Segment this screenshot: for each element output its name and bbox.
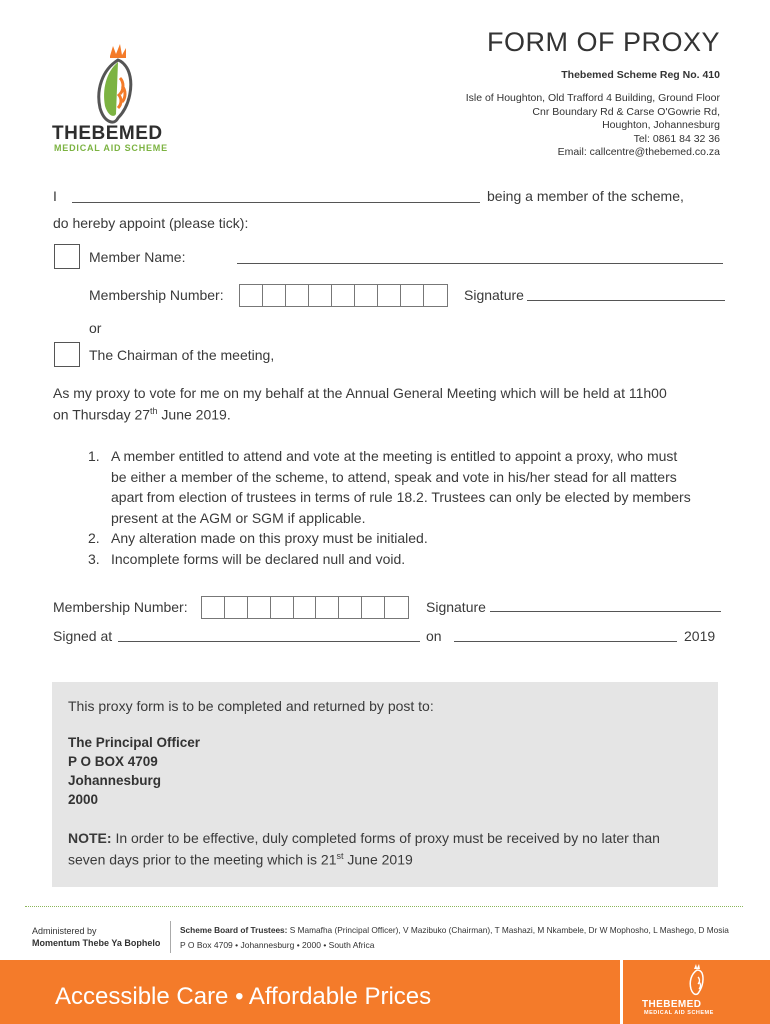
note-text-sup: st [336,851,344,861]
signature-label: Signature [464,287,524,303]
digit-box[interactable] [385,597,408,618]
list-number: 3. [88,550,100,567]
notes-list [88,446,728,569]
chairman-label: The Chairman of the meeting, [89,347,275,363]
board-of-trustees [180,925,729,935]
chairman-proxy-checkbox[interactable] [54,342,80,367]
note-line: present at the AGM or SGM if applicable. [111,509,366,526]
digit-box[interactable] [362,597,385,618]
address-line: Houghton, Johannesburg [602,119,720,131]
note-line1 [68,830,660,846]
note-line: Incomplete forms will be declared null and void. [111,550,406,567]
scheme-address [466,92,720,160]
address-line: Cnr Boundary Rd & Carse O'Gowrie Rd, [532,105,720,118]
digit-box[interactable] [202,597,225,618]
banner-brand-subtitle: MEDICAL AID SCHEME [644,1010,714,1016]
digit-box[interactable] [309,285,332,306]
return-address-line: Johannesburg [68,773,162,788]
tagline: Accessible Care • Affordable Prices [55,983,432,1010]
digit-box[interactable] [424,285,447,306]
note-text: In order to be effective, duly completed forms of proxy must be received by no later than [111,830,660,846]
return-address-line: 2000 [68,792,99,807]
proxy-statement-prefix: on Thursday 27 [53,406,151,423]
signature-line[interactable] [527,300,725,301]
member-proxy-checkbox[interactable] [54,244,80,269]
digit-box[interactable] [355,285,378,306]
board-members: S Mamafha (Principal Officer), V Mazibuko (Chairman), T Mashazi, M Nkambele, Dr W Mophosho, L Mashego, D Mosia [287,925,729,935]
digit-box[interactable] [271,597,294,618]
digit-box[interactable] [263,285,286,306]
list-item [88,549,728,570]
list-number: 2. [88,530,100,546]
proxy-statement-line2 [53,406,231,423]
proxy-member-name-line[interactable] [237,263,723,264]
signed-at-line[interactable] [118,641,420,642]
address-line: Isle of Houghton, Old Trafford 4 Building, Ground Floor [465,92,720,104]
administrator-name: Momentum Thebe Ya Bophelo [32,938,161,948]
or-label: or [89,320,102,336]
appoint-text: do hereby appoint (please tick): [53,215,249,231]
leaf-icon [99,60,131,122]
board-label: Scheme Board of Trustees: [180,925,288,935]
member-suffix: being a member of the scheme, [487,188,684,204]
note-line: A member entitled to attend and vote at the meeting is entitled to appoint a proxy, who must [111,448,678,464]
proxy-statement-line1: As my proxy to vote for me on my behalf at the Annual General Meeting which will be held at 11h00 [53,385,667,401]
member-name-line[interactable] [72,202,480,203]
signoff-membership-number-label: Membership Number: [53,599,188,615]
digit-box[interactable] [240,285,263,306]
note-line: apart from election of trustees in terms of rule 18.2. Trustees can only be elected by members [111,489,691,505]
brand-name: THEBEMED [52,123,163,144]
banner-leaf-icon [684,964,710,998]
brand-subtitle: MEDICAL AID SCHEME [54,143,168,153]
digit-box[interactable] [248,597,271,618]
note-line: be either a member of the scheme, to attend, speak and vote in his/her stead for all matters [111,468,677,485]
digit-box[interactable] [286,285,309,306]
digit-box[interactable] [316,597,339,618]
form-title: FORM OF PROXY [486,27,720,57]
signoff-signature-line[interactable] [490,611,721,612]
address-line: Email: callcentre@thebemed.co.za [557,146,720,158]
signoff-membership-number-boxes[interactable] [201,596,409,619]
date-line[interactable] [454,641,677,642]
postal-address: P O Box 4709 • Johannesburg • 2000 • South Africa [180,940,375,950]
footer-divider [25,906,743,907]
scheme-reg-no: Thebemed Scheme Reg No. 410 [561,69,720,81]
member-name-label: Member Name: [89,249,186,265]
digit-box[interactable] [339,597,362,618]
digit-box[interactable] [225,597,248,618]
note-text-prefix: seven days prior to the meeting which is 21 [68,851,337,868]
return-address [68,733,200,809]
digit-box[interactable] [332,285,355,306]
proxy-statement-suffix: June 2019. [157,406,231,423]
note-text-suffix: June 2019 [343,851,413,868]
footer-separator [170,921,171,953]
year-label: 2019 [684,628,716,644]
crown-icon [110,44,126,58]
digit-box[interactable] [294,597,317,618]
return-address-line: P O BOX 4709 [68,754,158,769]
digit-box[interactable] [401,285,424,306]
list-number: 1. [88,448,100,464]
list-item [88,528,728,549]
banner-brand-name: THEBEMED [642,999,702,1010]
i-label: I [53,188,57,204]
administered-by-label: Administered by [32,926,97,936]
digit-box[interactable] [378,285,401,306]
membership-number-boxes[interactable] [239,284,448,307]
note-line: Any alteration made on this proxy must be initialed. [111,530,428,546]
address-line: Tel: 0861 84 32 36 [633,132,720,145]
signoff-signature-label: Signature [426,599,486,615]
on-label: on [426,628,442,644]
note-line2 [68,851,413,868]
note-label: NOTE: [68,830,112,846]
return-intro: This proxy form is to be completed and returned by post to: [68,698,434,714]
membership-number-label: Membership Number: [89,287,224,303]
proxy-statement-sup: th [150,406,158,416]
list-item [88,446,728,528]
signed-at-label: Signed at [53,628,113,644]
return-address-line: The Principal Officer [68,735,201,750]
